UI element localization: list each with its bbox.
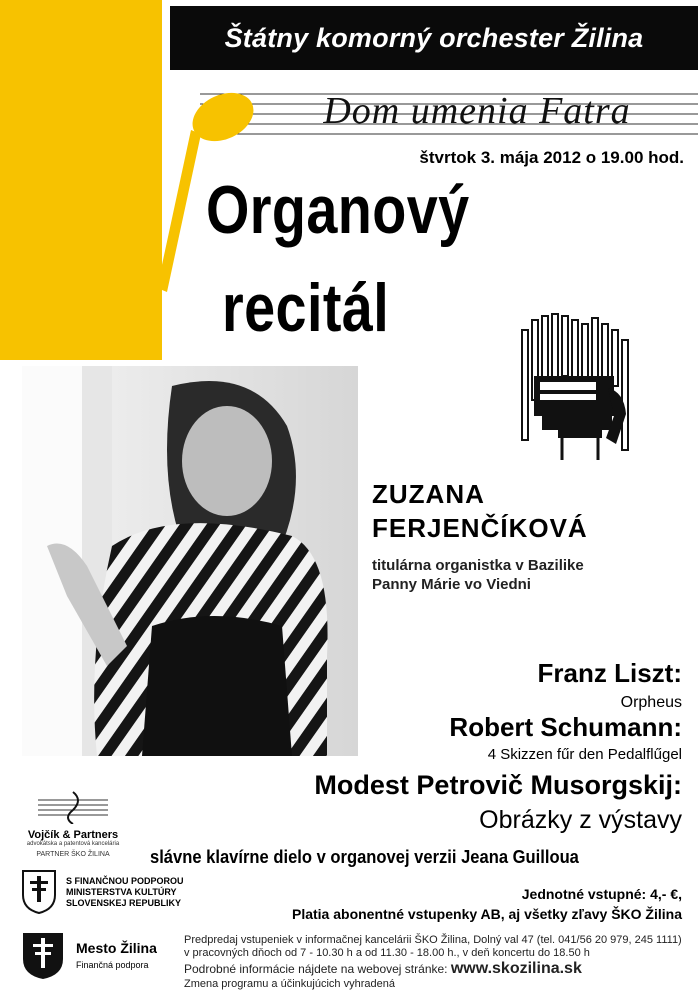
photo-placeholder: [22, 366, 358, 756]
city-crest-icon: [20, 930, 66, 980]
event-date: štvrtok 3. mája 2012 o 19.00 hod.: [419, 148, 684, 167]
info-line4: Zmena programu a účinkujúcich vyhradená: [184, 978, 395, 990]
composer-musorgsky: Modest Petrovič Musorgskij:: [314, 770, 682, 800]
info-line1: Predpredaj vstupeniek v informačnej kancelárii ŠKO Žilina, Dolný val 47 (tel. 041/56 20 979, 245 1111): [184, 934, 682, 946]
slovak-coat-of-arms-icon: [20, 868, 58, 914]
performer-photo: [22, 366, 358, 756]
organ-icon: [512, 310, 642, 470]
work-skizzen: 4 Skizzen fűr den Pedalflűgel: [487, 746, 682, 763]
venue-name: Dom umenia Fatra: [323, 90, 631, 132]
yellow-accent-block: [0, 0, 162, 360]
info-line2: v pracovných dňoch od 7 - 10.30 h a od 11.30 - 18.00 h., v deň koncertu do 18.50 h: [184, 947, 590, 959]
performer-first-name: ZUZANA: [372, 479, 485, 509]
city-subtitle: Finančná podpora: [76, 960, 149, 970]
info-web-row: [184, 960, 694, 978]
mesto-zilina-logo: [20, 930, 180, 990]
program-note: slávne klavírne dielo v organovej verzii Jeana Guilloua: [150, 847, 579, 867]
vojcik-name: Vojčík & Partners: [27, 829, 119, 841]
work-orpheus: Orpheus: [620, 694, 682, 711]
vojcik-partner: PARTNER ŠKO ŽILINA: [36, 851, 110, 858]
city-name: Mesto Žilina: [76, 940, 157, 956]
performer-desc-line2: Panny Márie vo Viedni: [372, 576, 531, 593]
ministry-line1: S FINANČNOU PODPOROU: [66, 876, 184, 886]
title-line-1: Organový: [206, 172, 470, 248]
performer-desc-line1: titulárna organistka v Bazilike: [372, 557, 584, 574]
ticket-price: Jednotné vstupné: 4,- €,: [521, 886, 682, 902]
treble-clef-icon: [18, 790, 128, 824]
website-link[interactable]: www.skozilina.sk: [450, 960, 582, 977]
performer-last-name: FERJENČÍKOVÁ: [372, 513, 588, 543]
ministry-logo: [20, 868, 220, 928]
info-web-prefix: Podrobné informácie nájdete na webovej stránke:: [184, 962, 448, 976]
work-obrazky: Obrázky z výstavy: [479, 806, 682, 834]
composer-liszt: Franz Liszt:: [537, 658, 682, 688]
title-line-2: recitál: [222, 270, 390, 346]
orchestra-header: Štátny komorný orchester Žilina: [170, 6, 698, 70]
ticket-season: Platia abonentné vstupenky AB, aj všetky zľavy ŠKO Žilina: [291, 906, 682, 922]
info-block: [184, 934, 694, 991]
vojcik-partners-logo: [18, 790, 128, 860]
ministry-line2: MINISTERSTVA KULTÚRY: [66, 887, 177, 897]
composer-schumann: Robert Schumann:: [449, 712, 682, 742]
performer-description: [372, 556, 584, 594]
vojcik-subtitle: advokátska a patentová kancelária: [26, 841, 120, 847]
ministry-line3: SLOVENSKEJ REPUBLIKY: [66, 898, 182, 908]
